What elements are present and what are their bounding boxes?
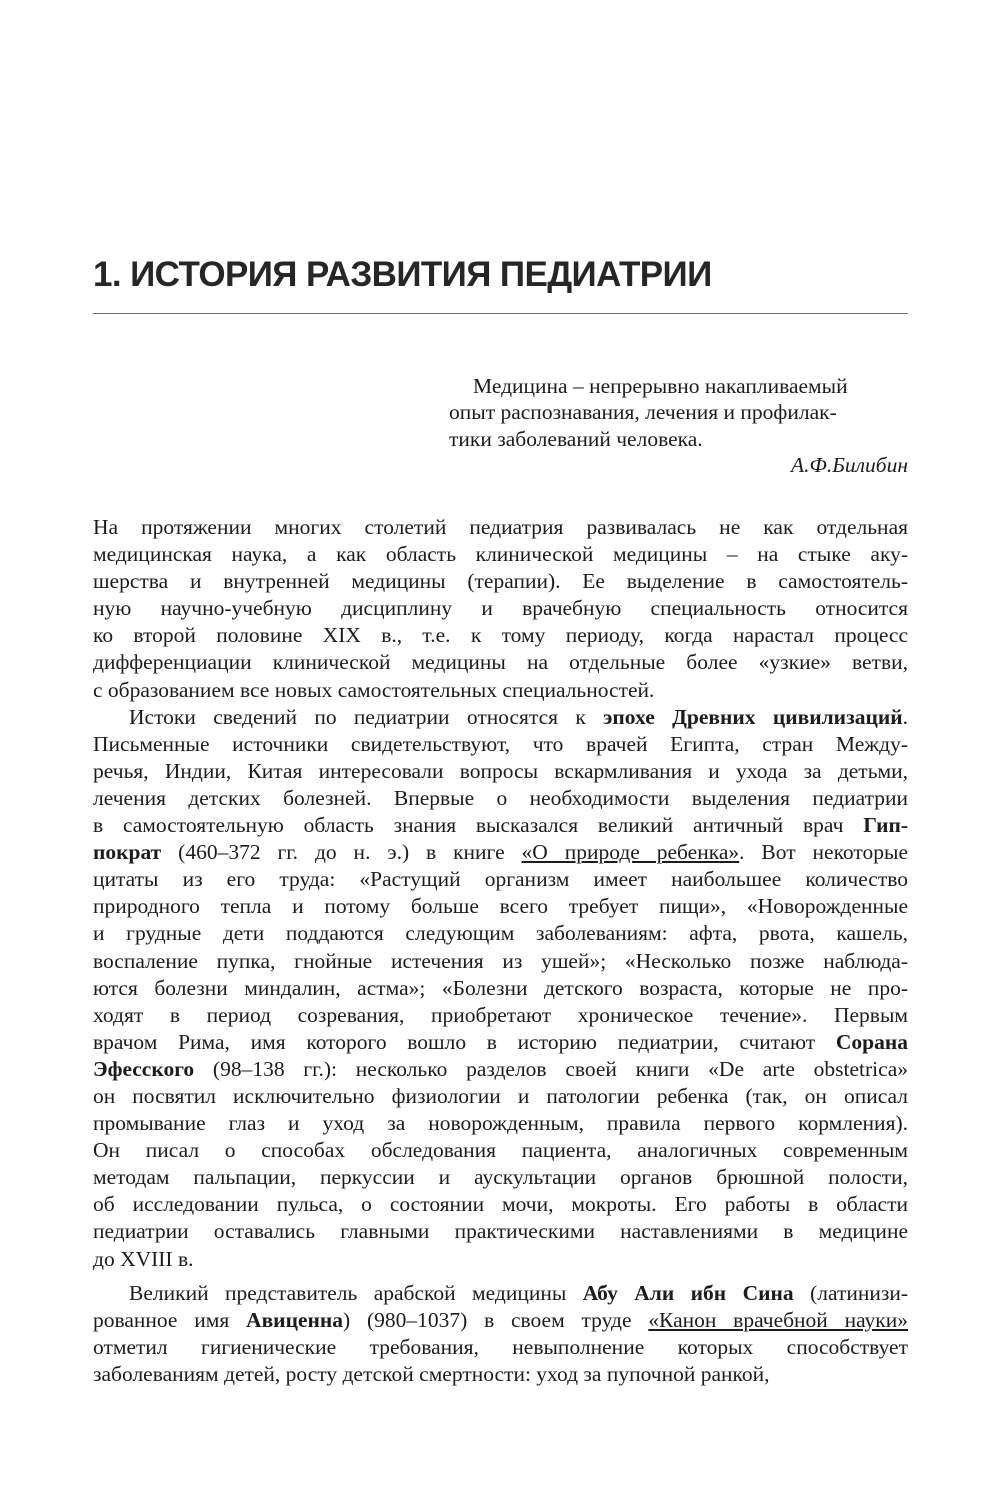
- epigraph-line: опыт распознавания, лечения и профилак-: [449, 400, 837, 425]
- text-run: На протяжении многих столетий педиатрия развивалась не как отдельная: [93, 515, 908, 539]
- text-line: [93, 1191, 908, 1218]
- text-run: дифференциации клинической медицины на отдельные более «узкие» ветви,: [93, 650, 908, 675]
- text-line: [93, 1361, 908, 1388]
- bold-term: пократ: [93, 840, 162, 865]
- text-line: [93, 1164, 908, 1191]
- text-run: цитаты из его труда: «Растущий организм имеет наибольшее количество: [93, 867, 908, 892]
- text-line: [93, 1246, 908, 1273]
- text-line: [93, 1218, 908, 1245]
- text-run: промывание глаз и уход за новорожденным, правила первого кормления).: [93, 1111, 908, 1136]
- text-run: с образованием все новых самостоятельных специальностей.: [93, 677, 655, 702]
- text-line: [93, 1137, 908, 1164]
- text-run: и грудные дети поддаются следующим заболеваниям: афта, рвота, кашель,: [93, 921, 908, 946]
- bold-term: Гип-: [863, 813, 908, 838]
- bold-term: Сорана: [835, 1029, 908, 1054]
- title-divider: [93, 313, 908, 314]
- text-run: Он писал о способах обследования пациента, аналогичных современным: [93, 1138, 908, 1163]
- text-line: [93, 1110, 908, 1137]
- text-line: [93, 1334, 908, 1361]
- epigraph-author: А.Ф.Билибин: [791, 453, 908, 478]
- text-line: [93, 1029, 908, 1056]
- text-line: [93, 1083, 908, 1110]
- text-line: [93, 758, 908, 785]
- text-line: [93, 1056, 908, 1083]
- text-line: [93, 839, 908, 866]
- text-line: [93, 595, 908, 622]
- text-line: [93, 1002, 908, 1029]
- epigraph-line: Медицина – непрерывно накапливаемый: [473, 374, 848, 398]
- text-line: [93, 812, 908, 839]
- text-line: [93, 622, 908, 649]
- epigraph: [449, 373, 908, 479]
- text-run: заболеваниям детей, росту детской смертности: уход за пупочной ранкой,: [93, 1361, 770, 1386]
- text-line: [93, 893, 908, 920]
- book-title: «О природе ребенка»: [521, 840, 740, 865]
- text-run: (латинизи-: [793, 1280, 909, 1305]
- text-line: [93, 731, 908, 758]
- text-line: [93, 541, 908, 568]
- text-line: [93, 704, 908, 731]
- text-run: речья, Индии, Китая интересовали вопросы вскармливания и ухода за детьми,: [93, 758, 908, 783]
- text-run: отметил гигиенические требования, невыполнение которых способствует: [93, 1334, 908, 1359]
- text-line: [93, 649, 908, 676]
- text-run: воспаление пупка, гнойные истечения из ушей»; «Несколько позже наблюда-: [93, 948, 908, 973]
- text-line: [93, 568, 908, 595]
- body-text: [93, 514, 908, 1388]
- text-run: рованное имя: [93, 1307, 247, 1332]
- text-run: (460–372 гг. до н. э.) в книге: [161, 840, 522, 865]
- text-line: [93, 920, 908, 947]
- bold-term: Авиценна: [246, 1307, 344, 1332]
- text-line: [93, 1307, 908, 1334]
- text-line: [93, 866, 908, 893]
- text-line: [93, 514, 908, 541]
- chapter-title: 1. ИСТОРИЯ РАЗВИТИЯ ПЕДИАТРИИ: [93, 255, 712, 294]
- text-line: [93, 785, 908, 812]
- text-run: Великий представитель арабской медицины: [129, 1280, 583, 1305]
- text-run: природного тепла и потому больше всего требует пищи», «Новорожденные: [93, 894, 908, 919]
- text-run: педиатрии оставались главными практическими наставлениями в медицине: [93, 1219, 908, 1244]
- bold-term: Абу Али ибн Сина: [582, 1280, 794, 1305]
- text-run: он посвятил исключительно физиологии и патологии ребенка (так, он описал: [93, 1083, 908, 1108]
- text-line: [93, 1280, 908, 1307]
- text-run: медицинская наука, а как область клинической медицины – на стыке аку-: [93, 542, 908, 567]
- text-run: ную научно-учебную дисциплину и врачебную специальность относится: [93, 596, 908, 621]
- text-run: Истоки сведений по педиатрии относятся к: [129, 704, 604, 729]
- text-run: ко второй половине XIX в., т.е. к тому периоду, когда нарастал процесс: [93, 623, 908, 648]
- text-line: [93, 948, 908, 975]
- text-run: до XVIII в.: [93, 1246, 194, 1271]
- epigraph-line: тики заболеваний человека.: [449, 426, 703, 451]
- text-run: ходят в период созревания, приобретают хроническое течение». Первым: [93, 1002, 908, 1027]
- paragraph: [93, 704, 908, 1273]
- text-run: Письменные источники свидетельствуют, что врачей Египта, стран Между-: [93, 731, 908, 756]
- bold-term: Эфесского: [93, 1056, 195, 1081]
- text-run: об исследовании пульса, о состоянии мочи, мокроты. Его работы в области: [93, 1192, 908, 1217]
- paragraph: [93, 514, 908, 704]
- book-title: «Канон врачебной науки»: [648, 1307, 908, 1332]
- text-line: [93, 677, 908, 704]
- text-run: шерства и внутренней медицины (терапии). Ее выделение в самостоятель-: [93, 569, 908, 594]
- text-run: ются болезни миндалин, астма»; «Болезни детского возраста, которые не про-: [93, 975, 908, 1000]
- text-run: . Вот некоторые: [739, 840, 908, 865]
- text-run: (98–138 гг.): несколько разделов своей книги «De arte obstetrica»: [194, 1056, 908, 1081]
- text-run: .: [902, 704, 908, 729]
- text-run: лечения детских болезней. Впервые о необходимости выделения педиатрии: [93, 785, 908, 810]
- text-run: в самостоятельную область знания высказался великий античный врач: [93, 813, 864, 838]
- text-run: ) (980–1037) в своем труде: [343, 1307, 649, 1332]
- bold-term: эпохе Древних цивилизаций: [603, 704, 903, 729]
- text-run: методам пальпации, перкуссии и аускультации органов брюшной полости,: [93, 1165, 908, 1190]
- paragraph: [93, 1280, 908, 1388]
- text-run: врачом Рима, имя которого вошло в историю педиатрии, считают: [93, 1029, 836, 1054]
- text-line: [93, 975, 908, 1002]
